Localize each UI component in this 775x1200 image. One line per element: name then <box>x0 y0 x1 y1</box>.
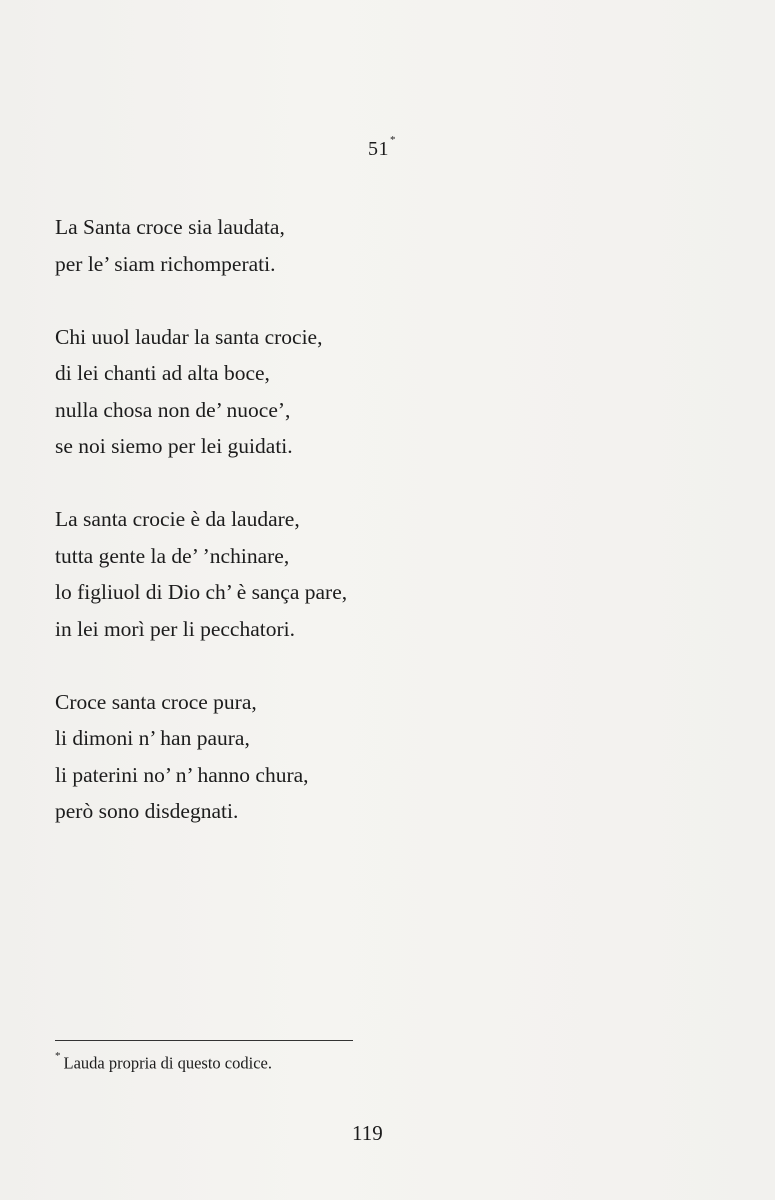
lauda-number <box>368 134 396 161</box>
footnote-marker: * <box>55 1050 61 1062</box>
verse-line: Chi uuol laudar la santa crocie, <box>55 324 323 349</box>
verse-line: tutta gente la de’ ’nchinare, <box>55 543 290 568</box>
stanza-4 <box>55 684 475 830</box>
verse-line: però sono disdegnati. <box>55 799 239 823</box>
stanza-3 <box>55 501 475 647</box>
verse-line: La santa crocie è da laudare, <box>55 507 300 531</box>
verse-line: li paterini no’ n’ hanno chura, <box>55 762 309 787</box>
footnote-reference-marker: * <box>390 134 396 147</box>
footnote <box>55 1050 272 1074</box>
verse-line: nulla chosa non de’ nuoce’, <box>55 397 291 422</box>
verse-line: di lei chanti ad alta boce, <box>55 361 270 385</box>
verse-line: La Santa croce sia laudata, <box>55 215 285 239</box>
page-number: 119 <box>352 1121 383 1145</box>
verse-line: lo figliuol di Dio ch’ è sança pare, <box>55 580 348 604</box>
stanza-2 <box>55 319 475 465</box>
footnote-text: Lauda propria di questo codice. <box>63 1053 272 1073</box>
verse-line: li dimoni n’ han paura, <box>55 726 250 750</box>
lauda-number-text: 51 <box>368 138 389 160</box>
verse-line: per le’ siam richomperati. <box>55 251 276 276</box>
stanza-1 <box>55 209 475 282</box>
poem <box>55 209 475 866</box>
footnote-divider <box>55 1040 353 1041</box>
verse-line: in lei morì per li pecchatori. <box>55 616 295 641</box>
verse-line: Croce santa croce pura, <box>55 689 257 714</box>
verse-line: se noi siemo per lei guidati. <box>55 434 293 458</box>
